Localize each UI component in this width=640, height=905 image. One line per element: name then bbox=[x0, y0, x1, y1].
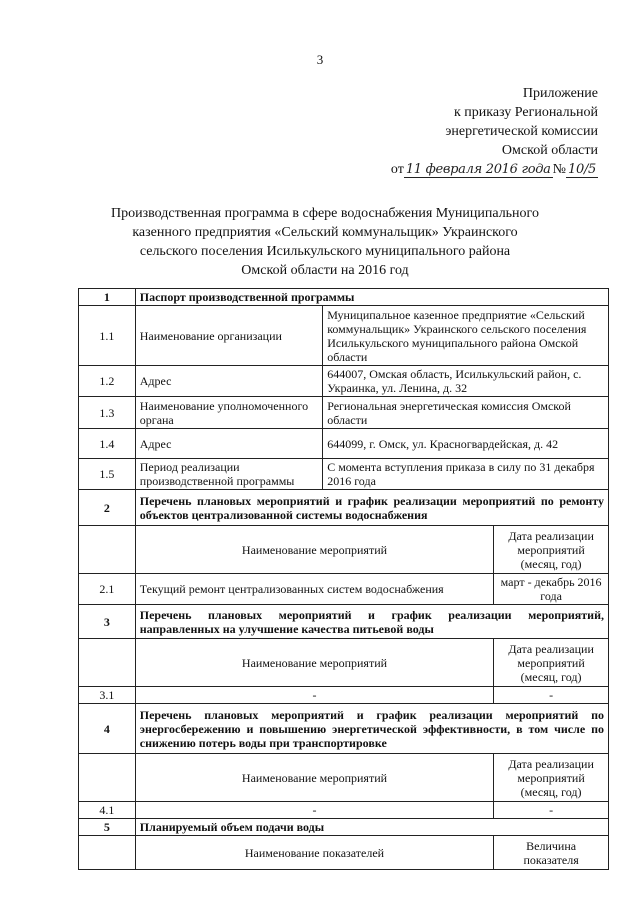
appendix-line: Омской области bbox=[501, 143, 598, 158]
row-label: Адрес bbox=[135, 429, 322, 459]
column-header-row bbox=[79, 639, 609, 687]
row-value: С момента вступления приказа в силу по 31 декабря 2016 года bbox=[323, 459, 609, 490]
section-row bbox=[79, 704, 609, 754]
appendix-line: энергетической комиссии bbox=[445, 124, 598, 139]
empty-cell bbox=[79, 526, 136, 574]
row-number: 1.4 bbox=[79, 429, 136, 459]
row-number: 1.2 bbox=[79, 366, 136, 397]
row-number: 3.1 bbox=[79, 687, 136, 704]
table-row bbox=[79, 802, 609, 819]
column-header: Величина показателя bbox=[494, 836, 609, 870]
section-row bbox=[79, 819, 609, 836]
table-row bbox=[79, 306, 609, 366]
row-label: Наименование организации bbox=[135, 306, 322, 366]
measure-date: - bbox=[494, 687, 609, 704]
section-number: 4 bbox=[79, 704, 136, 754]
section-title: Перечень плановых мероприятий и график реализации мероприятий по энергосбережению и повышению энергетической эффективности, в том числе по снижению потерь воды при транспортировке bbox=[135, 704, 608, 754]
appendix-line: к приказу Региональной bbox=[453, 105, 598, 120]
number-prefix: № bbox=[552, 162, 566, 177]
column-header: Дата реализации мероприятий (месяц, год) bbox=[494, 526, 609, 574]
empty-cell bbox=[79, 754, 136, 802]
document-title bbox=[90, 204, 560, 280]
row-number: 2.1 bbox=[79, 574, 136, 605]
handwritten-number: 10/5 bbox=[568, 162, 596, 177]
column-header-row bbox=[79, 526, 609, 574]
measure-name: Текущий ремонт централизованных систем водоснабжения bbox=[135, 574, 493, 605]
section-number: 3 bbox=[79, 605, 136, 639]
section-title: Перечень плановых мероприятий и график реализации мероприятий, направленных на улучшение качества питьевой воды bbox=[135, 605, 608, 639]
row-label: Наименование уполномоченного органа bbox=[135, 397, 322, 429]
title-line: Производственная программа в сфере водоснабжения Муниципального bbox=[111, 206, 539, 221]
column-header-row bbox=[79, 754, 609, 802]
program-passport-table bbox=[78, 288, 609, 870]
order-date-line bbox=[391, 160, 598, 179]
section-number: 1 bbox=[79, 289, 136, 306]
date-prefix: от bbox=[390, 162, 404, 177]
measure-date: март - декабрь 2016 года bbox=[494, 574, 609, 605]
empty-cell bbox=[79, 639, 136, 687]
section-title: Паспорт производственной программы bbox=[135, 289, 608, 306]
empty-cell bbox=[79, 836, 136, 870]
row-value: 644099, г. Омск, ул. Красногвардейская, д. 42 bbox=[323, 429, 609, 459]
column-header: Дата реализации мероприятий (месяц, год) bbox=[494, 639, 609, 687]
column-header-row bbox=[79, 836, 609, 870]
column-header: Наименование мероприятий bbox=[135, 754, 493, 802]
table-row bbox=[79, 574, 609, 605]
measure-name: - bbox=[135, 802, 493, 819]
table-row bbox=[79, 459, 609, 490]
column-header: Наименование показателей bbox=[135, 836, 493, 870]
section-row bbox=[79, 289, 609, 306]
measure-date: - bbox=[494, 802, 609, 819]
section-row bbox=[79, 490, 609, 526]
appendix-line: Приложение bbox=[522, 86, 598, 101]
section-title: Перечень плановых мероприятий и график реализации мероприятий по ремонту объектов централизованной системы водоснабжения bbox=[135, 490, 608, 526]
table-row bbox=[79, 397, 609, 429]
title-line: Омской области на 2016 год bbox=[241, 263, 409, 278]
row-value: Муниципальное казенное предприятие «Сельский коммунальщик» Украинского сельского поселения Исилькульского муниципального района Омской области bbox=[323, 306, 609, 366]
row-number: 4.1 bbox=[79, 802, 136, 819]
appendix-block bbox=[391, 84, 598, 179]
row-label: Период реализации производственной программы bbox=[135, 459, 322, 490]
page-number: 3 bbox=[316, 52, 324, 67]
section-row bbox=[79, 605, 609, 639]
row-number: 1.1 bbox=[79, 306, 136, 366]
column-header: Дата реализации мероприятий (месяц, год) bbox=[494, 754, 609, 802]
table-row bbox=[79, 366, 609, 397]
row-number: 1.5 bbox=[79, 459, 136, 490]
section-title: Планируемый объем подачи воды bbox=[135, 819, 608, 836]
row-number: 1.3 bbox=[79, 397, 136, 429]
table-row bbox=[79, 429, 609, 459]
column-header: Наименование мероприятий bbox=[135, 526, 493, 574]
row-value: Региональная энергетическая комиссия Омской области bbox=[323, 397, 609, 429]
column-header: Наименование мероприятий bbox=[135, 639, 493, 687]
title-line: сельского поселения Исилькульского муниципального района bbox=[139, 244, 511, 259]
section-number: 5 bbox=[79, 819, 136, 836]
title-line: казенного предприятия «Сельский коммунальщик» Украинского bbox=[132, 225, 518, 240]
table-row bbox=[79, 687, 609, 704]
row-label: Адрес bbox=[135, 366, 322, 397]
handwritten-date: 11 февраля 2016 года bbox=[405, 162, 551, 177]
row-value: 644007, Омская область, Исилькульский район, с. Украинка, ул. Ленина, д. 32 bbox=[323, 366, 609, 397]
measure-name: - bbox=[135, 687, 493, 704]
section-number: 2 bbox=[79, 490, 136, 526]
